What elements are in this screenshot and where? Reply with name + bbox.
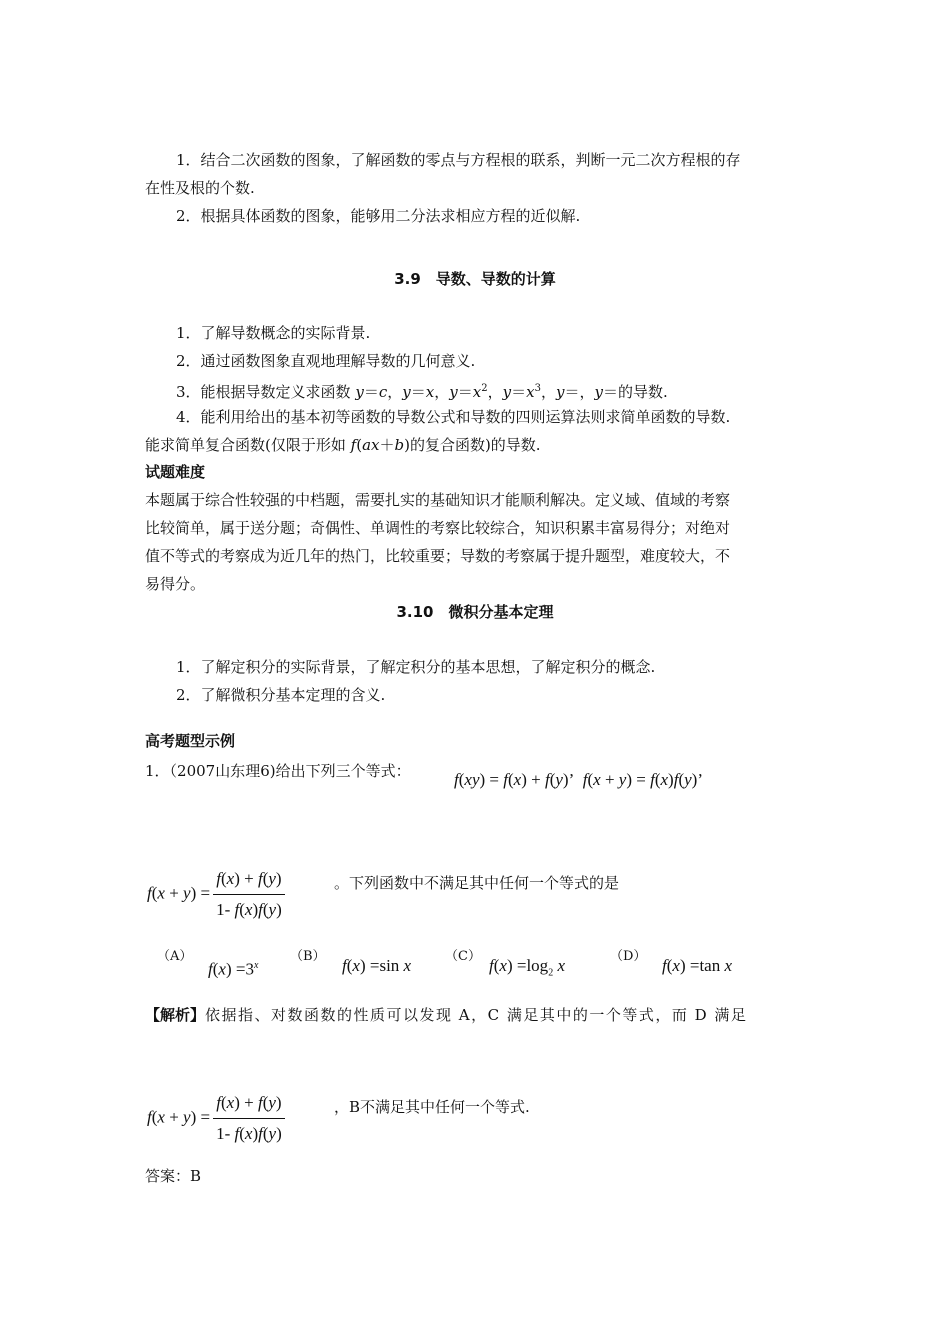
section39-title: 3.9 导数、导数的计算	[394, 270, 556, 288]
section39-item4-cont: 能求简单复合函数(仅限于形如 f(ax＋b)的复合函数)的导数.	[145, 436, 541, 454]
question1-prompt: 。下列函数中不满足其中任何一个等式的是	[334, 874, 620, 892]
option-c-label: （C）	[445, 949, 481, 964]
analysis	[145, 1005, 747, 1025]
option-c-formula: $f(x) =\log_2$ x	[489, 956, 565, 979]
option-b-label: （B）	[290, 949, 326, 964]
difficulty-line-1: 本题属于综合性较强的中档题，需要扎实的基础知识才能顺利解决。定义域、值域的考察	[145, 491, 731, 509]
difficulty-line-2: 比较简单，属于送分题；奇偶性、单调性的考察比较综合，知识积累丰富易得分；对绝对	[145, 519, 731, 537]
analysis-text: 依据指、对数函数的性质可以发现 A，C 满足其中的一个等式，而 D 满足	[205, 1006, 748, 1024]
section39-item3: 3．能根据导数定义求函数 y＝c，y＝x，$y=x^2$，$y=x^3$，y＝，y＝的导数.	[176, 383, 668, 401]
difficulty-line-3: 值不等式的考察成为近几年的热门，比较重要；导数的考察属于提升题型，难度较大，不	[145, 547, 731, 565]
section39-item4: 4．能利用给出的基本初等函数的导数公式和导数的四则运算法则求简单函数的导数.	[176, 408, 731, 426]
option-d-formula: f(x) =tan x	[662, 956, 733, 975]
option-d-label: （D）	[610, 949, 647, 964]
option-b-formula: f(x) =sin x	[342, 956, 412, 975]
section39-item1: 1．了解导数概念的实际背景.	[176, 324, 371, 342]
analysis-label: 【解析】	[145, 1006, 206, 1024]
question1-fraction-equation: f(x + y) = $\frac{f(x) + f(y)}{1- f(x)f(y)}$	[147, 866, 288, 923]
section39-item2: 2．通过函数图象直观地理解导数的几何意义.	[176, 352, 476, 370]
section310-item2: 2．了解微积分基本定理的含义.	[176, 686, 386, 704]
section310-item1: 1．了解定积分的实际背景，了解定积分的基本思想，了解定积分的概念.	[176, 658, 656, 676]
section38-item1-cont: 在性及根的个数.	[145, 179, 255, 197]
question1-equations: f(xy) = f(x) + f(y)’ f(x + y) = f(x)f(y)’	[454, 770, 703, 789]
analysis-fraction-equation: f(x + y) = $\frac{f(x) + f(y)}{1- f(x)f(y)}$	[147, 1090, 288, 1147]
option-a-formula: $f(x) =3^x$	[208, 959, 259, 979]
analysis-conclusion: ，B不满足其中任何一个等式.	[334, 1098, 530, 1116]
difficulty-line-4: 易得分。	[145, 575, 206, 593]
answer: 答案：B	[145, 1167, 202, 1185]
section38-item1: 1．结合二次函数的图象，了解函数的零点与方程根的联系，判断一元二次方程根的存	[176, 151, 741, 169]
section38-item2: 2．根据具体函数的图象，能够用二分法求相应方程的近似解.	[176, 207, 581, 225]
option-a-label: （A）	[157, 949, 193, 964]
difficulty-heading: 试题难度	[145, 463, 206, 481]
item3-math: y＝c，y＝x，$y=x^2$，$y=x^3$，y＝，y＝	[355, 383, 618, 401]
composite-function-math: f(ax＋b)	[350, 436, 410, 454]
section310-title: 3.10 微积分基本定理	[396, 603, 554, 621]
examples-heading: 高考题型示例	[145, 732, 236, 750]
question1-text: 1．（2007山东理6)给出下列三个等式：	[145, 762, 411, 780]
